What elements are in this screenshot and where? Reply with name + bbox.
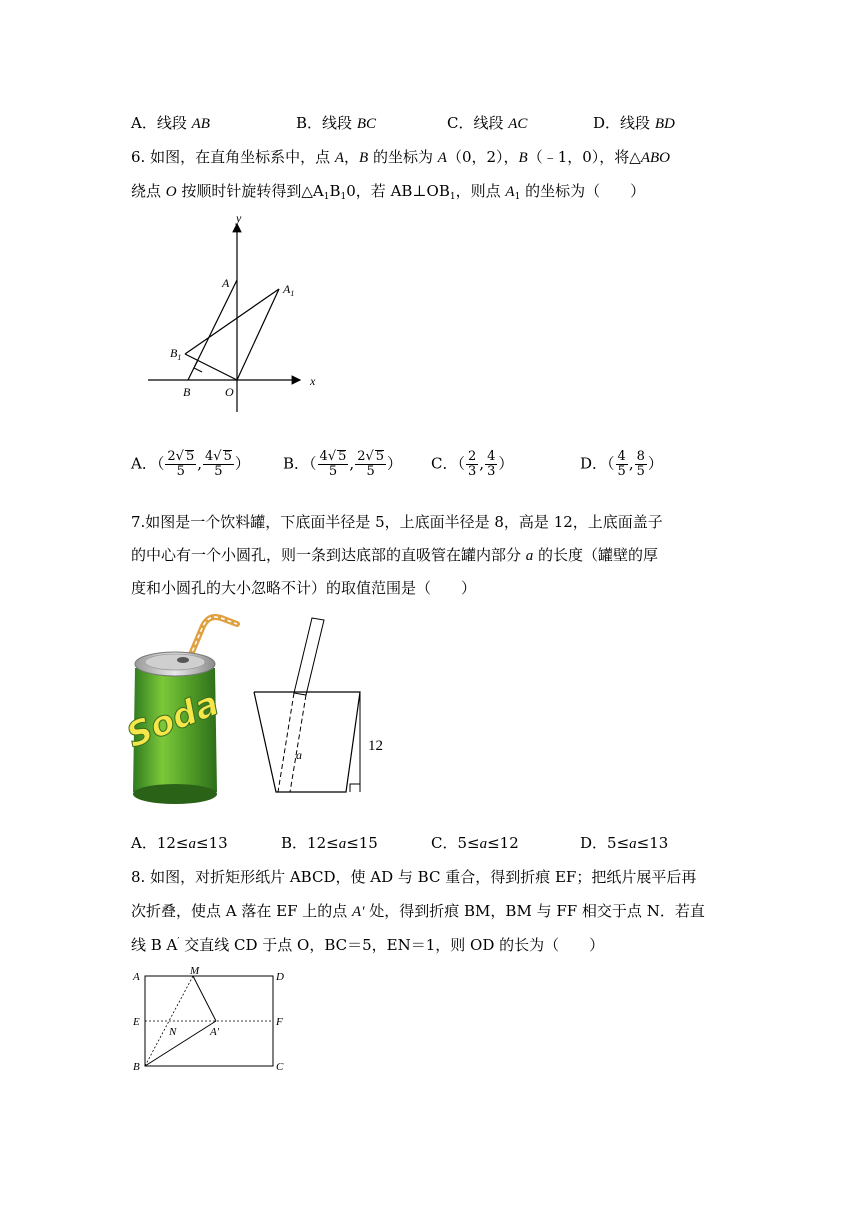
q6-option-c[interactable]: C．（ $\frac{2}{3}$ , $\frac{4}{3}$ ） — [431, 449, 514, 479]
label-d: D — [276, 971, 284, 983]
q7-option-d[interactable]: D．5≤a≤13 — [580, 834, 669, 852]
label-b: B — [183, 385, 191, 399]
folding-rectangle-figure — [128, 966, 298, 1076]
can-outline — [254, 692, 360, 792]
right-angle-mark — [350, 784, 360, 792]
label-y: y — [236, 211, 242, 225]
q6-stem-line-1: 6. 如图，在直角坐标系中，点 A，B 的坐标为 A（0，2），B（﹣1，0），将△ABO — [131, 148, 670, 166]
q8-stem-line-3: 线 B A′ 交直线 CD 于点 O，BC＝5，EN＝1，则 OD 的长为（ ） — [131, 936, 605, 954]
label-x: x — [310, 374, 316, 388]
q5-option-c[interactable]: C．线段 AC — [447, 114, 528, 132]
label-n: N — [169, 1026, 177, 1038]
label-b: B — [133, 1061, 140, 1073]
segment-b1o — [185, 354, 237, 380]
q7-stem-line-1: 7.如图是一个饮料罐，下底面半径是 5，上底面半径是 8，高是 12，上底面盖子 — [131, 513, 663, 531]
q6-option-d[interactable]: D．（ $\frac{4}{5}$ , $\frac{8}{5}$ ） — [580, 449, 663, 479]
q7-stem-line-2: 的中心有一个小圆孔，则一条到达底部的直吸管在罐内部分 a 的长度（罐壁的厚 — [131, 546, 659, 564]
soda-logo: Soda — [121, 683, 225, 757]
segment-ba — [145, 1021, 216, 1066]
label-e: E — [133, 1016, 140, 1028]
q5-option-b[interactable]: B．线段 BC — [296, 114, 376, 132]
label-a: A — [133, 971, 140, 983]
can-cross-section-figure — [250, 615, 400, 805]
q7-option-c[interactable]: C．5≤a≤12 — [431, 834, 519, 852]
segment-b1a1 — [185, 289, 279, 354]
label-f: F — [276, 1016, 283, 1028]
q6-stem-line-2: 绕点 O 按顺时针旋转得到$\triangle A_1B_10$，若 $AB\perp OB_1$，则点 $A_1$ 的坐标为（ ） — [131, 182, 646, 202]
segment-oa1 — [237, 289, 279, 380]
q5-option-a[interactable]: A．线段 AB — [131, 114, 210, 132]
label-a: a — [296, 748, 302, 762]
label-a1: $A_1$ — [283, 282, 295, 298]
q6-option-a[interactable]: A．（ $\frac{2√ 5}{5}$ , $\frac{4√ 5}{5}$ ） — [131, 449, 250, 479]
q5-option-d[interactable]: D．线段 BD — [593, 114, 675, 132]
label-a: A — [222, 276, 230, 290]
segment-ma — [193, 976, 216, 1021]
straw-outside — [294, 618, 324, 695]
q8-stem-line-2: 次折叠，使点 A 落在 EF 上的点 A′ 处，得到折痕 BM，BM 与 FF 相交于点 N．若直 — [131, 902, 705, 920]
label-o: O — [225, 385, 234, 399]
label-a-prime: A′ — [210, 1026, 220, 1038]
q6-option-b[interactable]: B．（ $\frac{4√ 5}{5}$ , $\frac{2√ 5}{5}$ ） — [283, 449, 403, 479]
q7-option-b[interactable]: B．12≤a≤15 — [281, 834, 378, 852]
q6-coordinate-figure — [140, 210, 340, 410]
q8-stem-line-1: 8. 如图，对折矩形纸片 ABCD，使 AD 与 BC 重合，得到折痕 EF；把纸片展平后再 — [131, 868, 697, 886]
soda-can-figure — [121, 612, 245, 812]
q7-stem-line-3: 度和小圆孔的大小忽略不计）的取值范围是（ ） — [131, 579, 477, 597]
label-b1: $B_1$ — [170, 346, 182, 362]
label-m: M — [190, 965, 200, 977]
label-height: 12 — [368, 738, 383, 754]
q7-option-a[interactable]: A．12≤a≤13 — [131, 834, 228, 852]
label-c: C — [276, 1061, 284, 1073]
